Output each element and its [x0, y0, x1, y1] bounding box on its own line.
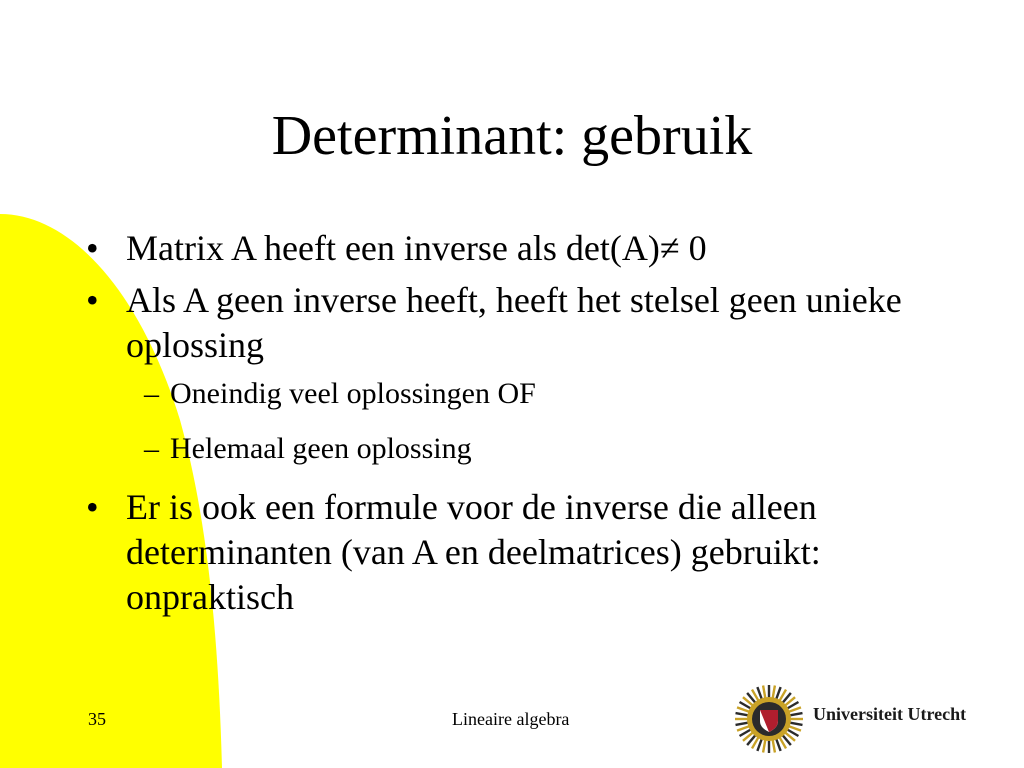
sub-bullet-text: Helemaal geen oplossing: [170, 432, 472, 465]
bullet-item: [82, 226, 912, 271]
sub-bullet-marker: –: [144, 432, 159, 465]
slide-content: [82, 226, 912, 627]
university-name: Universiteit Utrecht: [813, 704, 967, 724]
slide-title: Determinant: gebruik: [271, 105, 753, 167]
university-seal-icon: [733, 683, 805, 755]
sub-bullet-marker: –: [144, 377, 159, 410]
bullet-item: [82, 278, 912, 368]
slide-number: 35: [88, 709, 106, 729]
bullet-text: Er is ook een formule voor de inverse die alleen determinanten (van A en deelmatrices) gebruikt: onpraktisch: [126, 487, 821, 617]
bullet-text: Matrix A heeft een inverse als det(A)≠ 0: [126, 228, 707, 268]
sub-bullet-item: [82, 430, 912, 468]
bullet-marker: •: [86, 280, 99, 320]
bullet-text: Als A geen inverse heeft, heeft het stelsel geen unieke oplossing: [126, 280, 902, 365]
bullet-marker: •: [86, 487, 99, 527]
footer-course-title: Lineaire algebra: [452, 709, 570, 729]
sub-bullet-list: [82, 375, 912, 468]
sub-bullet-text: Oneindig veel oplossingen OF: [170, 377, 536, 410]
bullet-item: [82, 485, 912, 620]
bullet-marker: •: [86, 228, 99, 268]
sub-bullet-item: [82, 375, 912, 413]
